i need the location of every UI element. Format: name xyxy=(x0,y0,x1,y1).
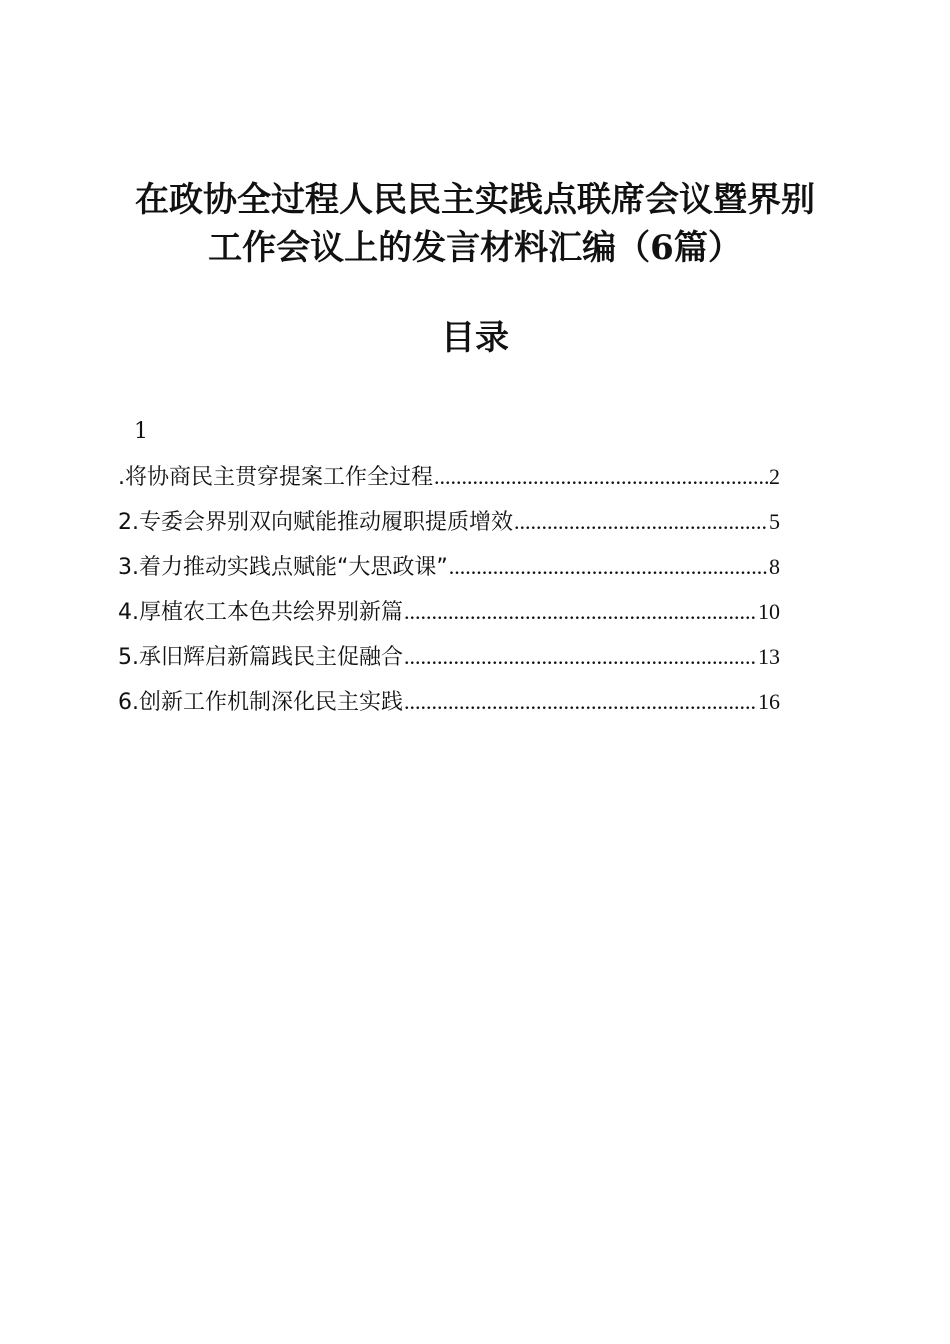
toc-entry-page: 13 xyxy=(758,644,780,669)
toc-entry-4[interactable] xyxy=(118,589,780,634)
toc-heading: 目录 xyxy=(441,318,509,358)
toc-entry-title: 2.专委会界别双向赋能推动履职提质增效 xyxy=(118,510,513,535)
toc-dot-leader xyxy=(404,589,757,634)
table-of-contents xyxy=(118,410,780,724)
toc-entry-6[interactable] xyxy=(118,679,780,724)
toc-entry-page: 2 xyxy=(769,464,780,489)
toc-entry-title: 3.着力推动实践点赋能“大思政课” xyxy=(118,555,448,580)
toc-first-number: 1 xyxy=(134,419,148,444)
toc-entry-2[interactable] xyxy=(118,499,780,544)
toc-dot-leader xyxy=(404,634,757,679)
toc-entry-page: 10 xyxy=(758,599,780,624)
toc-entry-page: 8 xyxy=(769,554,780,579)
document-title xyxy=(100,176,850,272)
toc-entry-title: .将协商民主贯穿提案工作全过程 xyxy=(118,465,433,490)
toc-entry-1[interactable] xyxy=(118,454,780,499)
toc-dot-leader xyxy=(514,499,768,544)
toc-entry-title: 6.创新工作机制深化民主实践 xyxy=(118,690,403,715)
document-title-line-2: 工作会议上的发言材料汇编（6篇） xyxy=(208,228,742,268)
toc-entry-5[interactable] xyxy=(118,634,780,679)
toc-entry-3[interactable] xyxy=(118,544,780,589)
toc-entry-title: 5.承旧辉启新篇践民主促融合 xyxy=(118,645,403,670)
toc-entry-page: 16 xyxy=(758,689,780,714)
toc-dot-leader xyxy=(449,544,768,589)
toc-entry-title: 4.厚植农工本色共绘界别新篇 xyxy=(118,600,403,625)
toc-entry-page: 5 xyxy=(769,509,780,534)
document-title-line-1: 在政协全过程人民民主实践点联席会议暨界别 xyxy=(135,180,815,220)
toc-dot-leader xyxy=(404,679,757,724)
toc-dot-leader xyxy=(434,454,768,499)
